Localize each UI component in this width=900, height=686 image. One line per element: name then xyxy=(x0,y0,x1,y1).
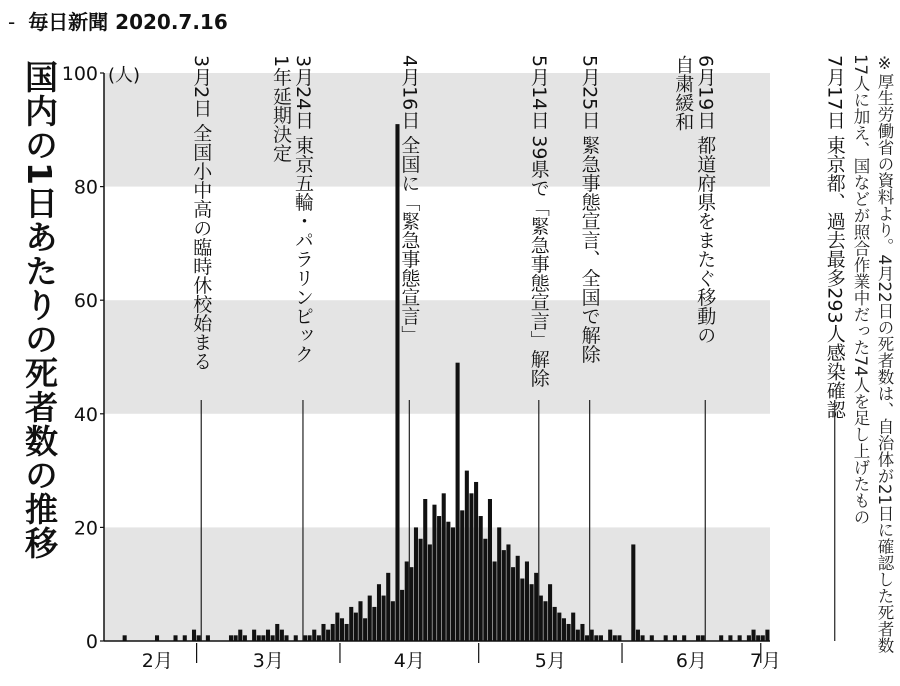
bar xyxy=(456,363,460,641)
bar xyxy=(229,635,233,641)
bar xyxy=(752,630,756,641)
bar xyxy=(590,630,594,641)
bar xyxy=(479,516,483,641)
bar xyxy=(173,635,177,641)
bar xyxy=(261,635,265,641)
bar xyxy=(331,624,335,641)
bar xyxy=(123,635,127,641)
bar xyxy=(543,601,547,641)
bar xyxy=(340,618,344,641)
bar xyxy=(525,561,529,641)
bar xyxy=(483,539,487,641)
bar xyxy=(442,493,446,641)
bar xyxy=(613,635,617,641)
bar xyxy=(312,630,316,641)
bar xyxy=(400,590,404,641)
bar xyxy=(266,630,270,641)
bar xyxy=(673,635,677,641)
bar xyxy=(567,624,571,641)
bar xyxy=(493,561,497,641)
bar xyxy=(488,499,492,641)
event-label: 5月25日 緊急事態宣言、全国で解除 xyxy=(578,55,601,364)
bar xyxy=(363,618,367,641)
bar xyxy=(719,635,723,641)
bar xyxy=(553,607,557,641)
bar xyxy=(682,635,686,641)
bar xyxy=(234,635,238,641)
bar xyxy=(432,505,436,641)
bar xyxy=(580,624,584,641)
bar xyxy=(183,635,187,641)
y-tick-label: 60 xyxy=(73,290,98,313)
y-tick-label: 40 xyxy=(73,403,98,426)
bar xyxy=(386,573,390,641)
bar xyxy=(428,544,432,641)
event-label: 4月16日 全国に「緊急事態宣言」 xyxy=(398,55,421,345)
bar xyxy=(409,567,413,641)
chart-title: 国内の1日あたりの死者数の推移 xyxy=(20,60,59,560)
bar xyxy=(520,579,524,641)
source-dash: - xyxy=(8,10,16,34)
bar xyxy=(608,630,612,641)
bar xyxy=(271,635,275,641)
bar xyxy=(474,482,478,641)
bar xyxy=(738,635,742,641)
bar xyxy=(321,624,325,641)
bar xyxy=(414,527,418,641)
bar xyxy=(423,499,427,641)
bar xyxy=(511,567,515,641)
bar xyxy=(280,630,284,641)
bar xyxy=(460,510,464,641)
bar xyxy=(446,522,450,641)
bar xyxy=(530,584,534,641)
bar xyxy=(506,544,510,641)
bar xyxy=(284,635,288,641)
bar xyxy=(326,630,330,641)
bar xyxy=(368,596,372,641)
bar xyxy=(594,635,598,641)
event-label: 7月17日 東京都、過去最多293人感染確認 xyxy=(823,55,846,419)
bar xyxy=(469,493,473,641)
bar xyxy=(335,613,339,641)
bar xyxy=(405,561,409,641)
bar xyxy=(451,527,455,641)
bar xyxy=(641,635,645,641)
bar xyxy=(238,630,242,641)
bar xyxy=(696,635,700,641)
bar xyxy=(419,539,423,641)
bar xyxy=(294,635,298,641)
bar xyxy=(585,635,589,641)
bar xyxy=(516,556,520,641)
bar xyxy=(308,635,312,641)
bar xyxy=(617,635,621,641)
bar xyxy=(317,635,321,641)
bar xyxy=(206,635,210,641)
bar xyxy=(257,635,261,641)
bar xyxy=(534,573,538,641)
bar xyxy=(576,630,580,641)
bar xyxy=(497,527,501,641)
bar xyxy=(599,635,603,641)
bar xyxy=(349,607,353,641)
event-label: 3月2日 全国小中高の臨時休校始まる xyxy=(190,55,213,371)
bar xyxy=(275,624,279,641)
month-label: 7月 xyxy=(749,650,781,672)
bar xyxy=(571,613,575,641)
source-note: ※厚生労働省の資料より。4月22日の死者数は、自治体が21日に確認した死者数17人に加え、国などが照合作業中だった74人を足し上げたもの xyxy=(851,54,894,654)
bar xyxy=(539,596,543,641)
y-tick-label: 20 xyxy=(73,517,98,540)
y-tick-label: 80 xyxy=(73,176,98,199)
month-label: 3月 xyxy=(252,650,284,672)
bar xyxy=(664,635,668,641)
event-label: 6月19日 都道府県をまたぐ移動の 自粛緩和 xyxy=(672,55,717,345)
bar xyxy=(636,630,640,641)
bar xyxy=(358,601,362,641)
month-label: 4月 xyxy=(393,650,425,672)
bar xyxy=(548,584,552,641)
bar xyxy=(756,635,760,641)
bar xyxy=(345,624,349,641)
bar xyxy=(382,596,386,641)
bar xyxy=(243,635,247,641)
bar xyxy=(197,635,201,641)
source-text: 毎日新聞 2020.7.16 xyxy=(28,10,228,34)
bar xyxy=(761,635,765,641)
bar xyxy=(465,471,469,641)
bar xyxy=(252,630,256,641)
bar xyxy=(192,630,196,641)
bar xyxy=(631,544,635,641)
bar xyxy=(372,607,376,641)
bar xyxy=(747,635,751,641)
bar xyxy=(391,601,395,641)
bar xyxy=(502,550,506,641)
bar xyxy=(728,635,732,641)
bar xyxy=(557,613,561,641)
bar xyxy=(354,613,358,641)
bar xyxy=(155,635,159,641)
grid-band xyxy=(104,527,770,641)
bar xyxy=(377,584,381,641)
bar xyxy=(650,635,654,641)
month-label: 5月 xyxy=(534,650,566,672)
bar xyxy=(562,618,566,641)
bar xyxy=(701,635,705,641)
bar xyxy=(437,516,441,641)
month-label: 2月 xyxy=(141,650,173,672)
event-label: 5月14日 39県で「緊急事態宣言」解除 xyxy=(527,55,550,388)
event-label: 3月24日 東京五輪・パラリンピック 1年延期決定 xyxy=(269,55,314,364)
bar xyxy=(765,630,769,641)
y-tick-label: 0 xyxy=(85,631,98,653)
month-label: 6月 xyxy=(675,650,707,672)
y-tick-label: 100 xyxy=(61,63,98,85)
y-axis-unit: (人) xyxy=(108,65,141,86)
bar xyxy=(303,635,307,641)
